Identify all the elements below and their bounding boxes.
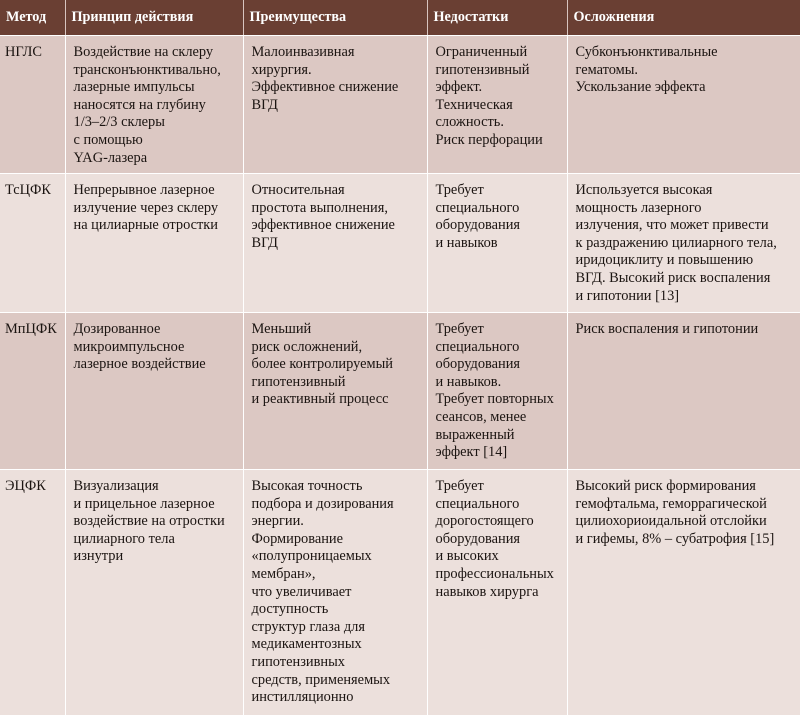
cell-method: НГЛС bbox=[0, 36, 65, 174]
header-principle: Принцип действия bbox=[65, 0, 243, 36]
table-row bbox=[0, 470, 800, 716]
table-row bbox=[0, 313, 800, 470]
cell-complications: Высокий риск формирования гемофтальма, геморрагической цилиохориоидальной отслойки и гифемы, 8% – субатрофия [15] bbox=[567, 470, 800, 716]
cell-disadvantages: Ограниченный гипотензивный эффект. Техническая сложность. Риск перфорации bbox=[427, 36, 567, 174]
table-body bbox=[0, 36, 800, 716]
cell-method: ТсЦФК bbox=[0, 174, 65, 313]
cell-disadvantages: Требует специального оборудования и навыков. Требует повторных сеансов, менее выраженный эффект [14] bbox=[427, 313, 567, 470]
cell-advantages: Меньший риск осложнений, более контролируемый гипотензивный и реактивный процесс bbox=[243, 313, 427, 470]
header-advantages: Преимущества bbox=[243, 0, 427, 36]
cell-method: МпЦФК bbox=[0, 313, 65, 470]
cell-principle: Воздействие на склеру трансконъюнктивально, лазерные импульсы наносятся на глубину 1/3–2/3 склеры с помощью YAG-лазера bbox=[65, 36, 243, 174]
cell-complications: Используется высокая мощность лазерного излучения, что может привести к раздражению цилиарного тела, иридоциклиту и повышению ВГД. Высокий риск воспаления и гипотонии [13] bbox=[567, 174, 800, 313]
table-header bbox=[0, 0, 800, 36]
cell-method: ЭЦФК bbox=[0, 470, 65, 716]
cell-principle: Дозированное микроимпульсное лазерное воздействие bbox=[65, 313, 243, 470]
table-row bbox=[0, 174, 800, 313]
header-complications: Осложнения bbox=[567, 0, 800, 36]
cell-principle: Непрерывное лазерное излучение через склеру на цилиарные отростки bbox=[65, 174, 243, 313]
cell-disadvantages: Требует специального дорогостоящего оборудования и высоких профессиональных навыков хирурга bbox=[427, 470, 567, 716]
cell-disadvantages: Требует специального оборудования и навыков bbox=[427, 174, 567, 313]
cell-principle: Визуализация и прицельное лазерное воздействие на отростки цилиарного тела изнутри bbox=[65, 470, 243, 716]
cell-complications: Субконъюнктивальные гематомы. Ускользание эффекта bbox=[567, 36, 800, 174]
cell-advantages: Относительная простота выполнения, эффективное снижение ВГД bbox=[243, 174, 427, 313]
header-row bbox=[0, 0, 800, 36]
cell-advantages: Малоинвазивная хирургия. Эффективное снижение ВГД bbox=[243, 36, 427, 174]
cell-advantages: Высокая точность подбора и дозирования энергии. Формирование «полупроницаемых мембран», что увеличивает доступность структур глаза для медикаментозных гипотензивных средств, применяемых инстилляционно bbox=[243, 470, 427, 716]
table-row bbox=[0, 36, 800, 174]
cell-complications: Риск воспаления и гипотонии bbox=[567, 313, 800, 470]
header-disadvantages: Недостатки bbox=[427, 0, 567, 36]
header-method: Метод bbox=[0, 0, 65, 36]
